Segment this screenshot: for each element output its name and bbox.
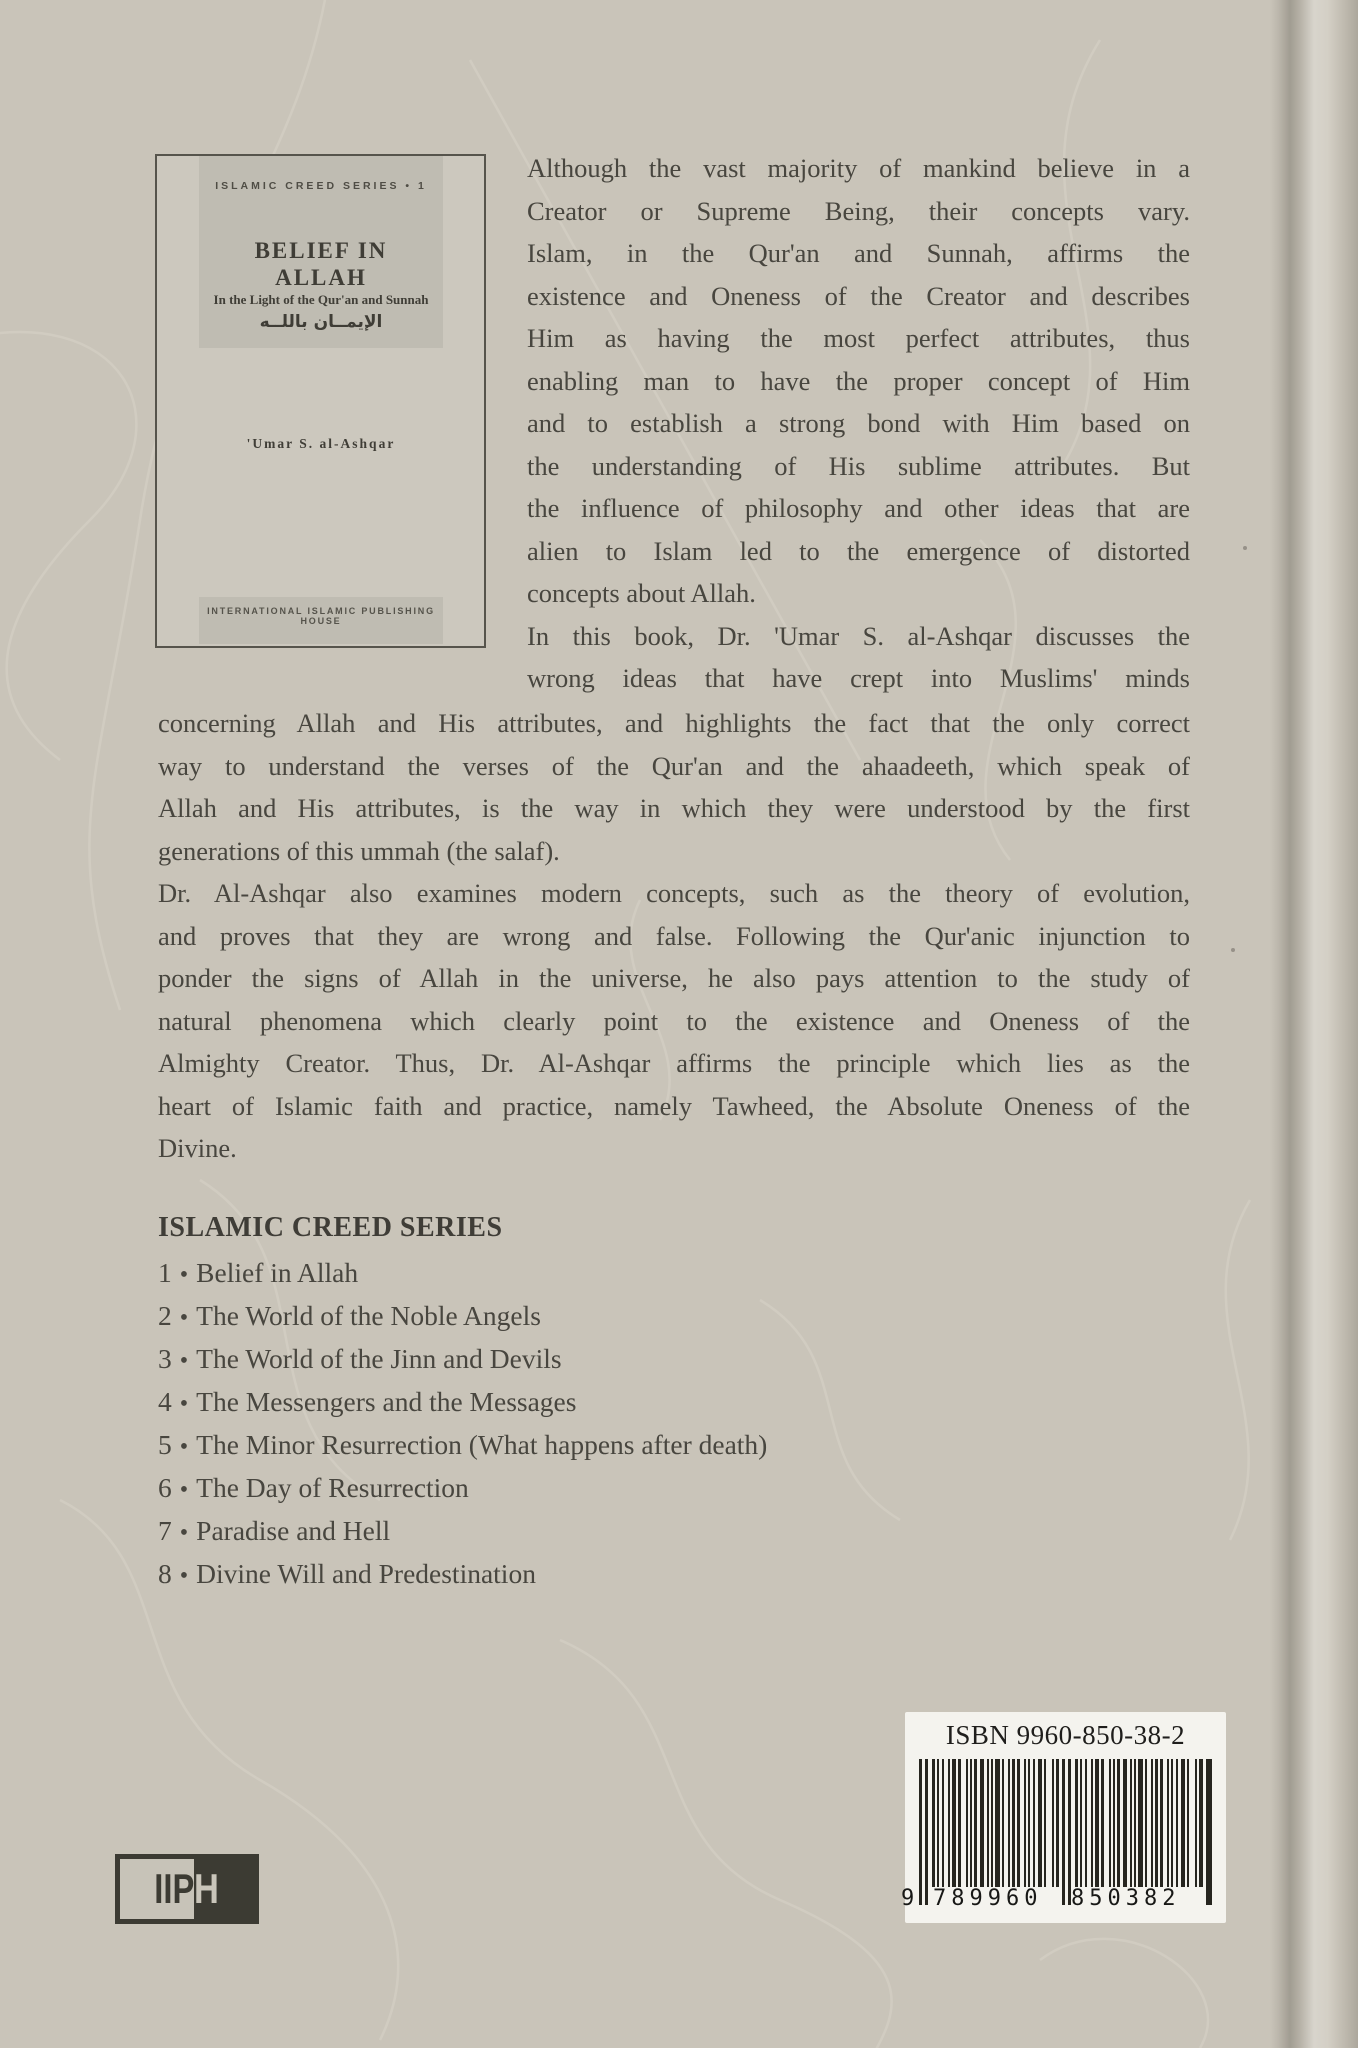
bullet-icon: • (179, 1391, 189, 1417)
barcode-bar (980, 1759, 984, 1887)
barcode-bar (1101, 1759, 1104, 1887)
blurb-line: alien to Islam led to the emergence of distorted (527, 535, 1190, 566)
barcode-bar (1038, 1759, 1042, 1887)
series-item-number: 7 (158, 1515, 172, 1546)
blurb-line: concerning Allah and His attributes, and highlights the fact that the only correct (158, 708, 1190, 738)
barcode-bar (958, 1759, 961, 1887)
cover-publisher-text: INTERNATIONAL ISLAMIC PUBLISHING HOUSE (207, 606, 435, 626)
scan-speck (1231, 948, 1235, 952)
barcode-bar (1138, 1759, 1143, 1887)
barcode-bar (1195, 1759, 1197, 1887)
barcode-digit-group: 9 (901, 1886, 915, 1911)
blurb-line: Him as having the most perfect attributes, thus (527, 323, 1190, 353)
isbn-box (901, 1712, 1226, 1923)
bullet-icon: • (179, 1262, 189, 1288)
blurb-line: Almighty Creator. Thus, Dr. Al-Ashqar affirms the principle which lies as the (158, 1048, 1190, 1078)
barcode-bar (1109, 1759, 1111, 1887)
barcode-bar (1002, 1759, 1004, 1887)
barcode-bar (1199, 1759, 1203, 1887)
barcode-bar (1160, 1759, 1163, 1887)
cover-author: 'Umar S. al-Ashqar (246, 436, 396, 451)
barcode-bar (948, 1759, 950, 1887)
series-item-title: The Messengers and the Messages (196, 1386, 577, 1417)
iiph-logo-right-cell (194, 1854, 259, 1924)
series-item (158, 1337, 1058, 1380)
barcode-bar (1068, 1759, 1071, 1905)
series-item (158, 1380, 1058, 1423)
barcode-bar (1151, 1759, 1153, 1887)
barcode-bar (937, 1759, 939, 1887)
blurb-line: Dr. Al-Ashqar also examines modern concepts, such as the theory of evolution, (158, 878, 1190, 908)
series-item-title: The Day of Resurrection (196, 1472, 469, 1503)
front-cover-thumbnail (155, 154, 486, 648)
cover-subtitle: In the Light of the Qur'an and Sunnah (213, 292, 429, 307)
barcode-bar (1080, 1759, 1082, 1887)
isbn-number: ISBN 9960-850-38-2 (945, 1720, 1186, 1750)
barcode-digit-group: 789960 (933, 1886, 1043, 1911)
iiph-logo-left-cell (120, 1859, 194, 1919)
series-item-number: 4 (158, 1386, 172, 1417)
blurb-line: heart of Islamic faith and practice, namely Tawheed, the Absolute Oneness of the (158, 1090, 1190, 1121)
barcode-bar (1123, 1759, 1127, 1887)
blurb-line: In this book, Dr. 'Umar S. al-Ashqar discusses the (527, 620, 1190, 651)
blurb-line: generations of this ummah (the salaf). (158, 835, 560, 866)
barcode-bar (1171, 1759, 1173, 1887)
series-item-title: Divine Will and Predestination (196, 1558, 536, 1589)
cover-publisher-band (199, 597, 443, 644)
series-item (158, 1509, 1058, 1552)
barcode-bar (1085, 1759, 1087, 1887)
blurb-line: Divine. (158, 1133, 237, 1163)
blurb-full-width (158, 702, 1190, 1170)
blurb-line: wrong ideas that have crept into Muslims' minds (527, 663, 1190, 693)
barcode-bar (1008, 1759, 1010, 1887)
series-item-number: 1 (158, 1257, 172, 1288)
barcode-bar (925, 1759, 928, 1905)
barcode-bar (952, 1759, 956, 1887)
barcode-bar (1024, 1759, 1026, 1887)
barcode-bar (991, 1759, 993, 1887)
blurb-line: Allah and His attributes, is the way in which they were understood by the first (158, 793, 1190, 823)
series-item-number: 3 (158, 1343, 172, 1374)
blurb-line: existence and Oneness of the Creator and describes (527, 280, 1190, 311)
barcode-bar (1187, 1759, 1189, 1887)
blurb-line: way to understand the verses of the Qur'an and the ahaadeeth, which speak of (158, 750, 1190, 781)
barcode-bar (942, 1759, 944, 1887)
barcode-bar (1181, 1759, 1185, 1887)
book-spine-edge (1270, 0, 1358, 2048)
series-item (158, 1294, 1058, 1337)
blurb-line: and proves that they are wrong and false. Following the Qur'anic injunction to (158, 920, 1190, 951)
bullet-icon: • (179, 1477, 189, 1503)
barcode-bar (974, 1759, 977, 1887)
blurb-line: Islam, in the Qur'an and Sunnah, affirms the (527, 238, 1190, 268)
iiph-logo-letters-dark: IIP (153, 1865, 194, 1912)
barcode-bar (1075, 1759, 1078, 1887)
cover-title-line2: ALLAH (275, 265, 367, 290)
blurb-column (527, 147, 1190, 700)
barcode-bar (995, 1759, 1000, 1887)
iiph-logo-letters-light: H (194, 1865, 219, 1912)
barcode-bar (970, 1759, 972, 1887)
barcode-bar (1052, 1759, 1054, 1887)
barcode-bar (1017, 1759, 1020, 1887)
barcode-bar (1091, 1759, 1093, 1887)
series-item-title: The World of the Jinn and Devils (196, 1343, 562, 1374)
blurb-line: Although the vast majority of mankind believe in a (527, 153, 1190, 183)
cover-series-line: ISLAMIC CREED SERIES • 1 (215, 180, 427, 192)
barcode-bar (919, 1759, 922, 1905)
barcode-bar (1209, 1759, 1212, 1905)
barcode-bar (1012, 1759, 1015, 1887)
series-item (158, 1466, 1058, 1509)
series-item-number: 2 (158, 1300, 172, 1331)
cover-title-line1: BELIEF IN (254, 238, 388, 263)
blurb-line: concepts about Allah. (527, 578, 756, 608)
cover-arabic-title: الإيمــان باللــه (259, 312, 383, 332)
barcode-bar (1113, 1759, 1115, 1887)
barcode-digit-group: 850382 (1071, 1886, 1181, 1911)
series-item (158, 1423, 1058, 1466)
blurb-line: enabling man to have the proper concept of Him (527, 365, 1190, 396)
series-item-title: Paradise and Hell (196, 1515, 391, 1546)
barcode-bar (987, 1759, 989, 1887)
series-item-number: 5 (158, 1429, 172, 1460)
barcode-bar (1056, 1759, 1059, 1887)
bullet-icon: • (179, 1520, 189, 1546)
barcode-bar (932, 1759, 935, 1887)
series-item-title: The Minor Resurrection (What happens after death) (196, 1429, 768, 1460)
barcode-bar (1044, 1759, 1046, 1887)
blurb-line: natural phenomena which clearly point to the existence and Oneness of the (158, 1005, 1190, 1036)
blurb-line: ponder the signs of Allah in the universe, he also pays attention to the study of (158, 963, 1190, 993)
series-item-number: 8 (158, 1558, 172, 1589)
blurb-line: Creator or Supreme Being, their concepts vary. (527, 195, 1190, 226)
barcode-bar (1062, 1759, 1065, 1905)
series-item-number: 6 (158, 1472, 172, 1503)
barcode-bar (1028, 1759, 1030, 1887)
barcode-bar (1167, 1759, 1169, 1887)
series-list (158, 1251, 1058, 1595)
barcode-bar (1033, 1759, 1035, 1887)
blurb-line: the influence of philosophy and other ideas that are (527, 493, 1190, 523)
barcode-bar (1117, 1759, 1120, 1887)
series-item (158, 1552, 1058, 1595)
bullet-icon: • (179, 1563, 189, 1589)
bullet-icon: • (179, 1434, 189, 1460)
barcode (919, 1759, 1212, 1905)
series-item (158, 1251, 1058, 1294)
barcode-bar (1145, 1759, 1147, 1887)
series-heading: ISLAMIC CREED SERIES (158, 1212, 503, 1243)
series-item-title: Belief in Allah (196, 1257, 359, 1288)
bullet-icon: • (179, 1305, 189, 1331)
barcode-bar (1134, 1759, 1136, 1887)
bullet-icon: • (179, 1348, 189, 1374)
blurb-line: and to establish a strong bond with Him based on (527, 408, 1190, 438)
blurb-line: the understanding of His sublime attributes. But (527, 450, 1190, 481)
barcode-bar (1130, 1759, 1132, 1887)
barcode-bar (1176, 1759, 1178, 1887)
barcode-digits (901, 1886, 1198, 1911)
series-item-title: The World of the Noble Angels (196, 1300, 541, 1331)
barcode-bar (966, 1759, 968, 1887)
iiph-logo (115, 1854, 259, 1924)
barcode-bar (1155, 1759, 1158, 1887)
barcode-bar (1095, 1759, 1099, 1887)
scan-speck (1243, 546, 1247, 550)
